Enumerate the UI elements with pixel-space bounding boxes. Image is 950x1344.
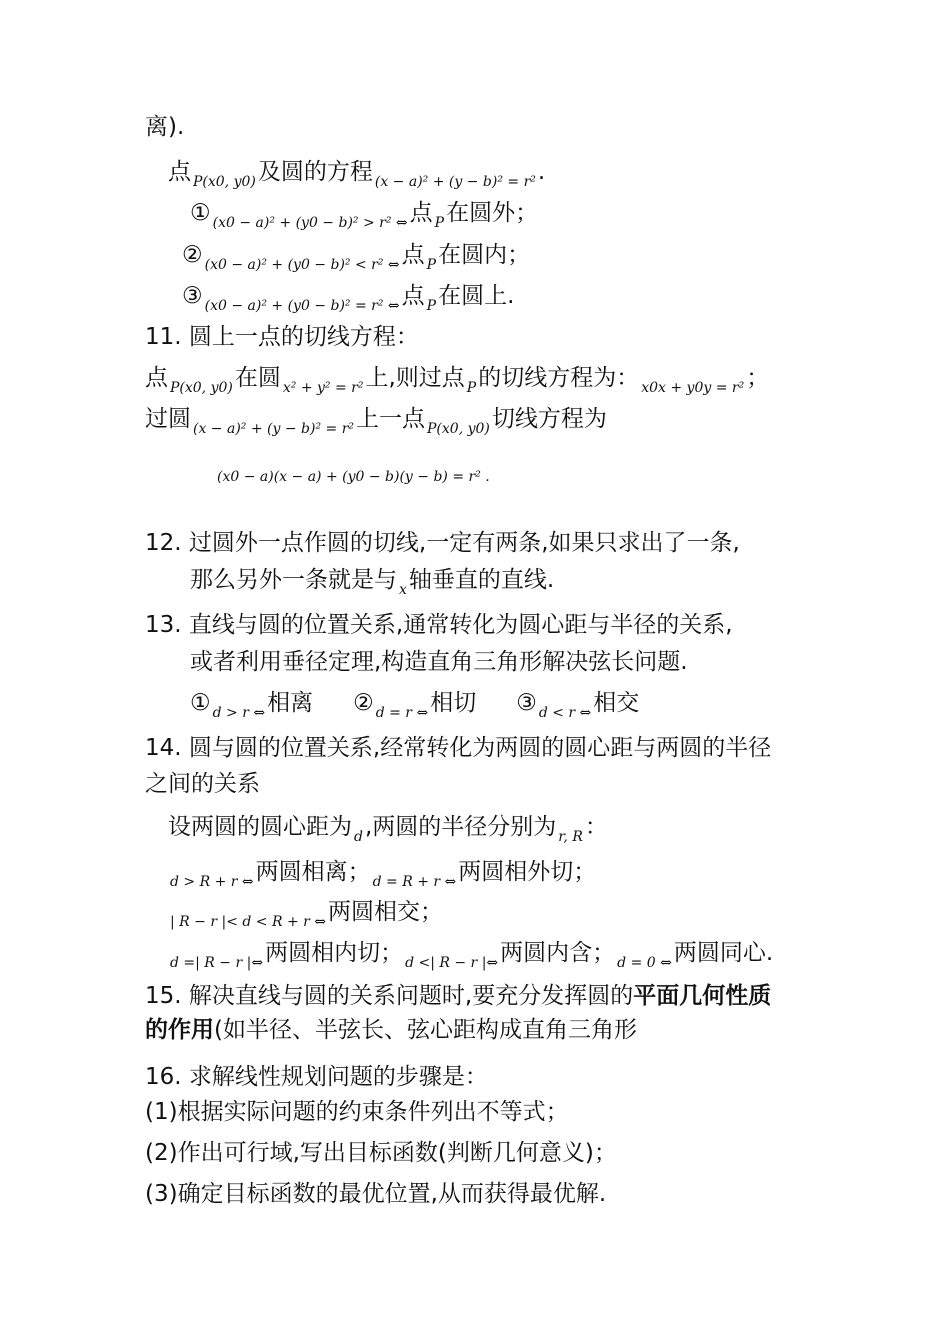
text: 轴垂直的直线. (408, 567, 555, 593)
circled-number: ② (182, 242, 203, 268)
text: 在圆外； (446, 200, 539, 226)
math-expression: P (434, 215, 445, 231)
bold-text: 的作用 (145, 1017, 214, 1043)
section-heading (145, 528, 740, 558)
circled-number: ① (190, 200, 211, 226)
text: 在圆内； (438, 242, 531, 268)
text-line (168, 938, 773, 978)
text: 点 (401, 283, 425, 309)
circled-number: ③ (516, 690, 537, 716)
math-expression: d > R + r ⇔ (170, 874, 254, 890)
text-line (168, 857, 596, 897)
text: (2)作出可行域,写出目标函数(判断几何意义)； (145, 1140, 617, 1166)
text: 那么另外一条就是与 (190, 567, 397, 593)
text: 的切线方程为： (478, 365, 640, 391)
text: 上,则过点 (365, 365, 465, 391)
text: 相交 (593, 690, 640, 716)
text: (如半径、半弦长、弦心距构成直角三角形 (214, 1017, 637, 1043)
text-line (145, 1138, 617, 1168)
text: 在圆上. (438, 283, 515, 309)
math-expression: d =| R − r |⇔ (170, 955, 264, 971)
text-line (190, 565, 554, 605)
text: 两圆相离； (255, 859, 371, 885)
text: 13. 直线与圆的位置关系,通常转化为圆心距与半径的关系, (145, 612, 733, 638)
math-expression: P (426, 298, 437, 314)
text-line (182, 240, 530, 280)
text: 设两圆的圆心距为 (168, 814, 352, 840)
text: ： (584, 814, 608, 840)
text: 或者利用垂径定理,构造直角三角形解决弦长问题. (190, 649, 688, 675)
math-expression: (x0 − a)² + (y0 − b)² > r² ⇔ (212, 215, 408, 231)
text: (3)确定目标函数的最优位置,从而获得最优解. (145, 1181, 607, 1207)
circled-number: ① (190, 690, 211, 716)
text: 两圆同心. (673, 940, 774, 966)
math-expression: P(x0, y0) (170, 380, 233, 396)
math-expression: | R − r |< d < R + r ⇔ (170, 914, 327, 930)
text: 两圆相内切； (265, 940, 404, 966)
text: 在圆 (234, 365, 281, 391)
section-heading (145, 1062, 488, 1092)
math-expression: P (466, 380, 477, 396)
text-line (168, 812, 608, 852)
math-expression: d < r ⇔ (538, 705, 592, 721)
math-expression: d = 0 ⇔ (617, 955, 672, 971)
text: 11. 圆上一点的切线方程： (145, 324, 419, 350)
text: (1)根据实际问题的约束条件列出不等式； (145, 1099, 569, 1125)
text: ,两圆的半径分别为 (364, 814, 557, 840)
text: 切线方程为 (491, 406, 607, 432)
text: 过圆 (145, 406, 191, 432)
text: 相切 (430, 690, 477, 716)
section-heading (145, 981, 771, 1011)
text-line (190, 688, 639, 728)
math-expression: (x − a)² + (y − b)² = r² (193, 421, 355, 437)
math-expression: d (354, 829, 363, 845)
text-line (168, 157, 545, 197)
math-expression: d > r ⇔ (212, 705, 266, 721)
text: 点 (145, 365, 168, 391)
text: . (537, 159, 546, 185)
math-expression: P (426, 257, 437, 273)
math-expression: x² + y² = r² (282, 380, 364, 396)
text-line (182, 281, 514, 321)
text: 之间的关系 (145, 771, 260, 797)
text: 16. 求解线性规划问题的步骤是： (145, 1064, 488, 1090)
text: 两圆内含； (500, 940, 616, 966)
text-line (190, 647, 688, 677)
text: 两圆相交； (328, 899, 444, 925)
text: 点 (409, 200, 433, 226)
text: 点 (168, 159, 191, 185)
text: ； (746, 365, 770, 391)
math-expression: (x − a)² + (y − b)² = r² (374, 174, 536, 190)
text-line (168, 897, 443, 937)
math-expression: (x0 − a)² + (y0 − b)² < r² ⇔ (204, 257, 400, 273)
math-expression: (x0 − a)(x − a) + (y0 − b)(y − b) = r² . (217, 469, 490, 485)
math-expression: (x0 − a)² + (y0 − b)² = r² ⇔ (204, 298, 400, 314)
text-line (145, 1179, 606, 1209)
text-line (145, 404, 607, 444)
text-line (190, 198, 538, 238)
bold-text: 平面几何性质 (633, 983, 772, 1009)
section-heading (145, 733, 771, 763)
section-heading (145, 610, 733, 640)
circled-number: ② (353, 690, 374, 716)
text: 上一点 (356, 406, 426, 432)
math-expression: P(x0, y0) (193, 174, 256, 190)
text: 14. 圆与圆的位置关系,经常转化为两圆的圆心距与两圆的半径 (145, 735, 772, 761)
text: 相离 (267, 690, 314, 716)
math-expression: r, R (558, 829, 583, 845)
text-line (215, 452, 492, 492)
circled-number: ③ (182, 283, 203, 309)
text-line (145, 1015, 637, 1045)
text-line (145, 769, 260, 799)
text-line (145, 1097, 569, 1127)
math-expression: d <| R − r |⇔ (405, 955, 499, 971)
math-expression: P(x0, y0) (427, 421, 490, 437)
math-expression: x0x + y0y = r² (641, 380, 745, 396)
text-line (145, 112, 184, 142)
text: 12. 过圆外一点作圆的切线,一定有两条,如果只求出了一条, (145, 530, 740, 556)
text: 点 (401, 242, 425, 268)
text: 两圆相外切； (458, 859, 597, 885)
math-expression: d = R + r ⇔ (372, 874, 457, 890)
math-expression: d = r ⇔ (375, 705, 429, 721)
text: 15. 解决直线与圆的关系问题时,要充分发挥圆的 (145, 983, 634, 1009)
math-expression: x (399, 582, 407, 598)
text-line (145, 363, 769, 403)
text: 及圆的方程 (257, 159, 373, 185)
section-heading (145, 322, 419, 352)
text: 离). (145, 114, 185, 140)
